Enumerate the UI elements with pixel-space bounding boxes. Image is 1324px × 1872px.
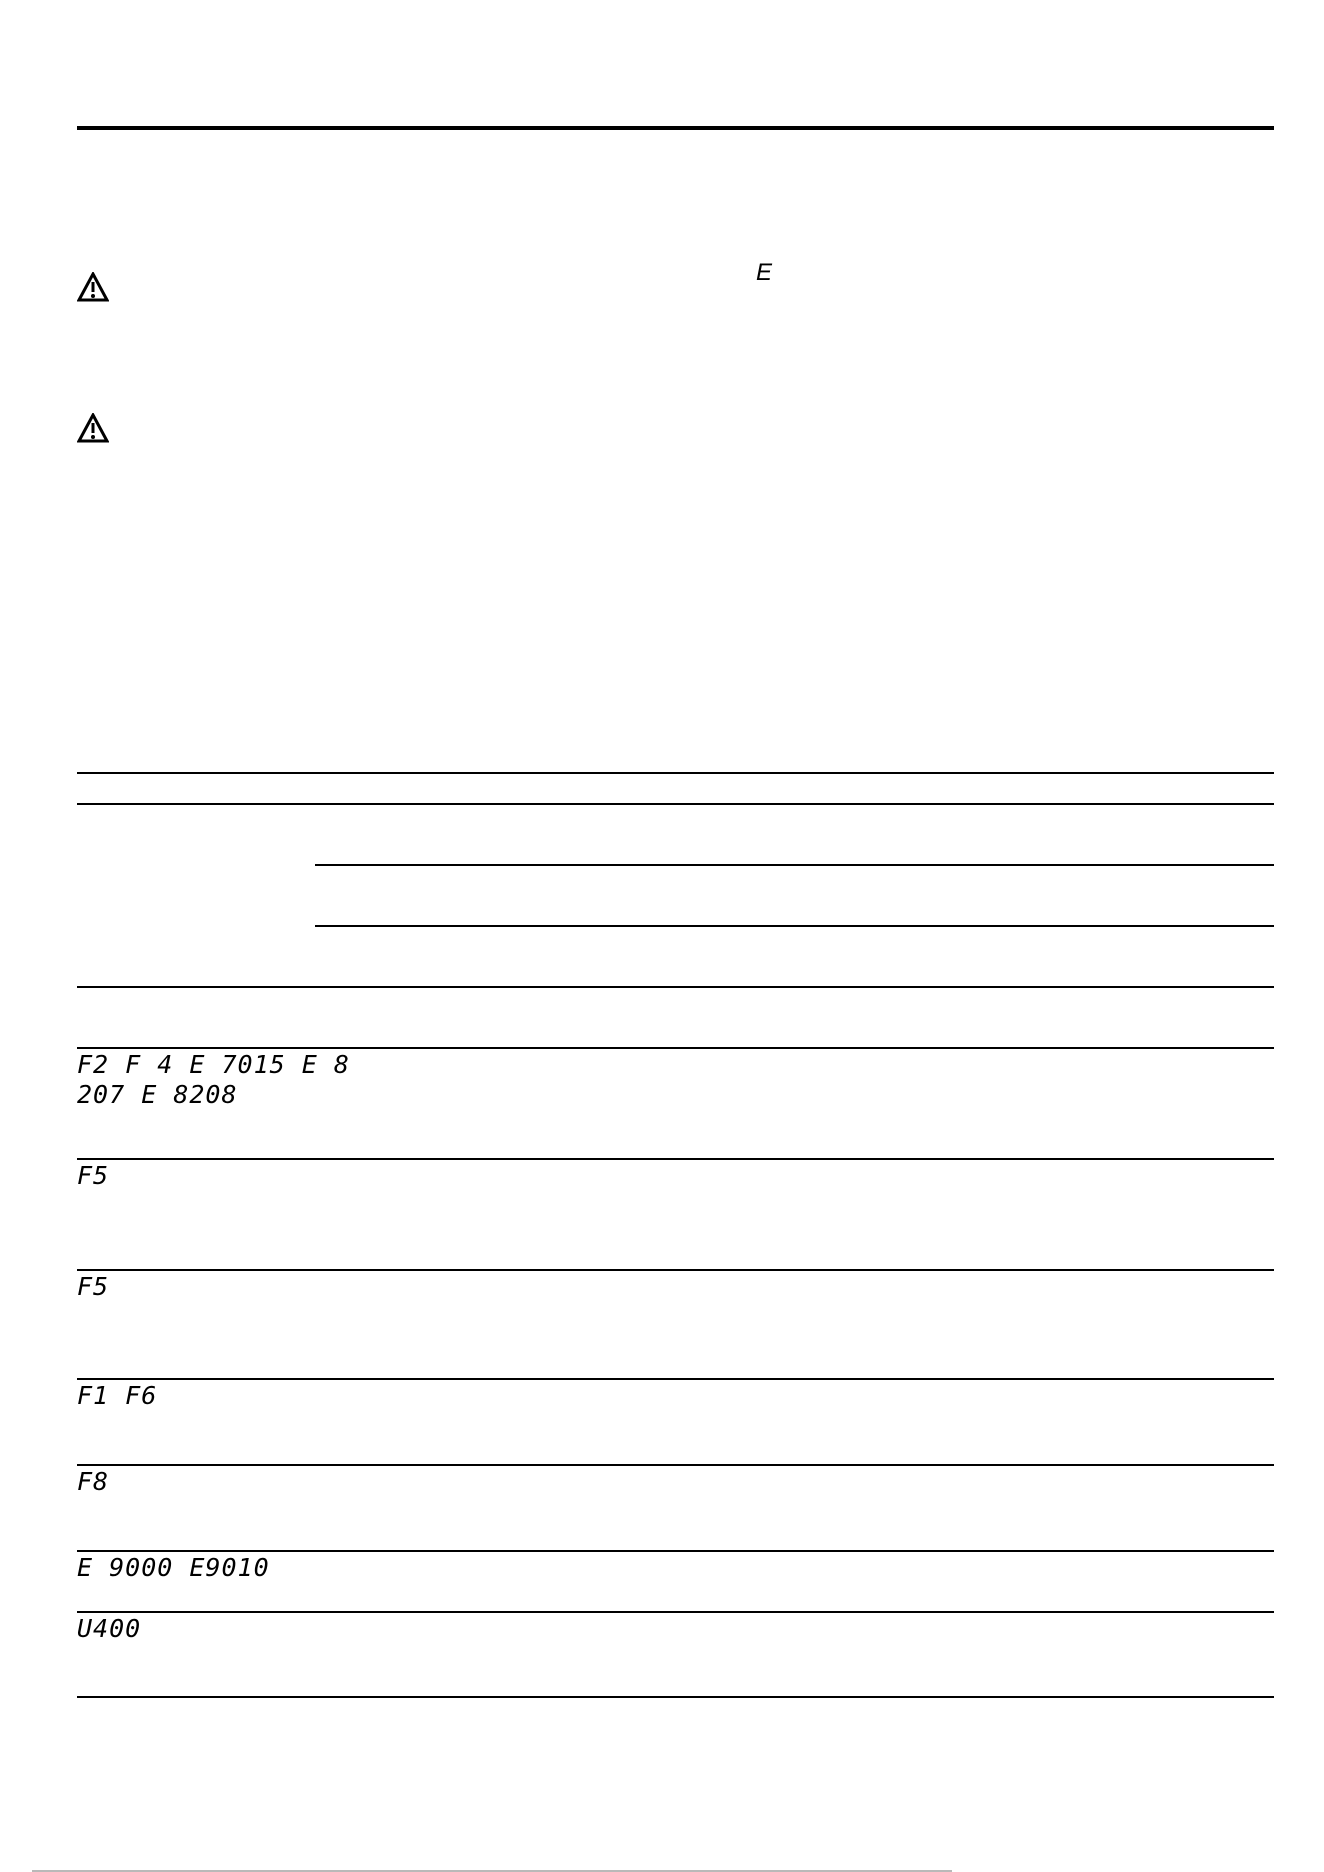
table-header-rule <box>77 803 1274 805</box>
error-code: E 8208 <box>141 1080 238 1109</box>
top-rule <box>77 126 1274 130</box>
error-code: F 4 <box>125 1050 174 1079</box>
table-row <box>77 1381 157 1411</box>
table-row-divider <box>77 1550 1274 1552</box>
table-row-divider <box>77 986 1274 988</box>
error-code: F8 <box>77 1467 110 1496</box>
error-code-line <box>77 1080 350 1110</box>
error-code: 207 <box>77 1080 126 1109</box>
table-row <box>77 1050 350 1110</box>
table-bottom-rule <box>77 1696 1274 1698</box>
warning-icon <box>77 272 109 302</box>
error-code: E9010 <box>189 1553 270 1582</box>
table-row <box>77 1272 109 1302</box>
table-row-divider <box>77 1158 1274 1160</box>
table-row-divider <box>315 864 1274 866</box>
error-code: F5 <box>77 1272 110 1301</box>
table-row-divider <box>315 925 1274 927</box>
table-row-divider <box>77 1464 1274 1466</box>
error-code: E 8 <box>301 1050 350 1079</box>
error-code: E 9000 <box>77 1553 174 1582</box>
table-row-divider <box>77 1269 1274 1271</box>
inline-error-code: E <box>756 259 774 286</box>
table-row <box>77 1161 109 1191</box>
table-row <box>77 1467 109 1497</box>
error-code: F6 <box>125 1381 158 1410</box>
warning-icon <box>77 413 109 443</box>
table-header-rule <box>77 772 1274 774</box>
error-code: F1 <box>77 1381 110 1410</box>
error-code: U400 <box>77 1614 142 1643</box>
table-row <box>77 1614 141 1644</box>
error-code-line <box>77 1050 350 1080</box>
table-row-divider <box>77 1047 1274 1049</box>
error-code: E 7015 <box>189 1050 286 1079</box>
table-row-divider <box>77 1378 1274 1380</box>
error-code: F2 <box>77 1050 110 1079</box>
table-row <box>77 1553 270 1583</box>
table-row-divider <box>77 1611 1274 1613</box>
error-code: F5 <box>77 1161 110 1190</box>
